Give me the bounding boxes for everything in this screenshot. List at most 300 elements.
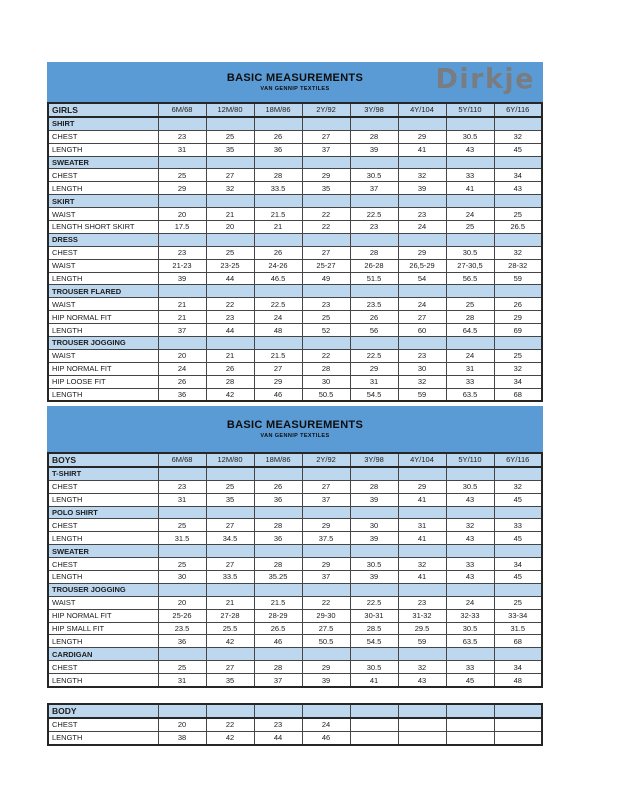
value-cell: 24 <box>398 298 446 311</box>
value-cell: 64.5 <box>446 324 494 337</box>
measurement-row <box>48 375 542 388</box>
value-cell: 45 <box>494 532 542 545</box>
section-empty-cell <box>206 506 254 519</box>
size-column-header-cell <box>446 704 494 718</box>
value-cell: 23 <box>350 221 398 234</box>
section-empty-cell <box>254 337 302 350</box>
value-cell: 29 <box>302 169 350 182</box>
value-cell: 38 <box>158 731 206 744</box>
row-label-cell: LENGTH <box>48 324 158 337</box>
value-cell: 25 <box>158 519 206 532</box>
value-cell: 43 <box>446 493 494 506</box>
value-cell: 28 <box>302 362 350 375</box>
row-label-cell: CHEST <box>48 519 158 532</box>
section-empty-cell <box>158 545 206 558</box>
section-empty-cell <box>350 467 398 480</box>
value-cell: 30.5 <box>350 169 398 182</box>
value-cell: 30 <box>398 362 446 375</box>
value-cell: 27-28 <box>206 609 254 622</box>
section-empty-cell <box>158 285 206 298</box>
value-cell: 41 <box>398 532 446 545</box>
section-empty-cell <box>446 233 494 246</box>
section-empty-cell <box>254 156 302 169</box>
value-cell: 22 <box>302 221 350 234</box>
value-cell: 21 <box>254 221 302 234</box>
section-empty-cell <box>206 337 254 350</box>
value-cell: 26 <box>158 375 206 388</box>
value-cell: 63.5 <box>446 635 494 648</box>
value-cell: 48 <box>494 674 542 687</box>
value-cell: 24 <box>398 221 446 234</box>
section-empty-cell <box>446 583 494 596</box>
value-cell: 32 <box>494 246 542 259</box>
section-empty-cell <box>254 285 302 298</box>
value-cell: 26 <box>350 311 398 324</box>
section-empty-cell <box>206 117 254 130</box>
section-label-cell: DRESS <box>48 233 158 246</box>
section-empty-cell <box>446 506 494 519</box>
value-cell: 37 <box>302 493 350 506</box>
value-cell: 43 <box>398 674 446 687</box>
value-cell: 21.5 <box>254 596 302 609</box>
measurement-row <box>48 311 542 324</box>
value-cell: 68 <box>494 635 542 648</box>
value-cell: 37 <box>254 674 302 687</box>
value-cell: 41 <box>446 182 494 195</box>
measurement-row <box>48 558 542 571</box>
banner-title: BASIC MEASUREMENTS <box>226 71 364 84</box>
value-cell: 35 <box>206 674 254 687</box>
section-label-cell: TROUSER JOGGING <box>48 337 158 350</box>
value-cell: 28 <box>254 169 302 182</box>
group-label-cell: BODY <box>48 704 158 718</box>
value-cell: 20 <box>158 718 206 731</box>
row-label-cell: CHEST <box>48 246 158 259</box>
value-cell: 22.5 <box>350 349 398 362</box>
value-cell: 39 <box>350 493 398 506</box>
value-cell: 42 <box>206 731 254 744</box>
value-cell: 44 <box>206 324 254 337</box>
value-cell: 31 <box>398 519 446 532</box>
value-cell: 37.5 <box>302 532 350 545</box>
group-header-row <box>48 704 542 718</box>
measurement-row <box>48 324 542 337</box>
section-empty-cell <box>254 545 302 558</box>
section-empty-cell <box>302 233 350 246</box>
value-cell: 30-31 <box>350 609 398 622</box>
row-label-cell: CHEST <box>48 130 158 143</box>
section-header-row <box>48 285 542 298</box>
value-cell: 56 <box>350 324 398 337</box>
section-empty-cell <box>446 467 494 480</box>
section-empty-cell <box>158 506 206 519</box>
measurement-row <box>48 622 542 635</box>
value-cell: 33.5 <box>254 182 302 195</box>
value-cell: 25 <box>494 596 542 609</box>
value-cell: 33 <box>446 169 494 182</box>
value-cell: 52 <box>302 324 350 337</box>
section-empty-cell <box>254 117 302 130</box>
row-label-cell: LENGTH <box>48 571 158 584</box>
value-cell: 39 <box>350 571 398 584</box>
banner-title: BASIC MEASUREMENTS <box>226 418 364 431</box>
value-cell: 24 <box>446 349 494 362</box>
row-label-cell: CHEST <box>48 480 158 493</box>
section-empty-cell <box>494 285 542 298</box>
section-empty-cell <box>494 506 542 519</box>
value-cell: 31 <box>446 362 494 375</box>
row-label-cell: LENGTH SHORT SKIRT <box>48 221 158 234</box>
row-label-cell: WAIST <box>48 259 158 272</box>
value-cell: 23 <box>206 311 254 324</box>
value-cell: 26 <box>206 362 254 375</box>
section-empty-cell <box>350 337 398 350</box>
row-label-cell: HIP SMALL FIT <box>48 622 158 635</box>
value-cell: 41 <box>350 674 398 687</box>
measurement-row <box>48 143 542 156</box>
measurement-row <box>48 596 542 609</box>
value-cell <box>398 718 446 731</box>
value-cell: 29 <box>302 558 350 571</box>
section-empty-cell <box>158 195 206 208</box>
value-cell: 20 <box>158 596 206 609</box>
section-empty-cell <box>350 648 398 661</box>
value-cell: 36 <box>254 143 302 156</box>
section-empty-cell <box>206 285 254 298</box>
value-cell: 44 <box>206 272 254 285</box>
section-empty-cell <box>350 156 398 169</box>
group-header-row <box>48 103 542 117</box>
value-cell: 25 <box>206 480 254 493</box>
section-empty-cell <box>350 583 398 596</box>
section-empty-cell <box>494 195 542 208</box>
value-cell: 32 <box>446 519 494 532</box>
value-cell: 36 <box>158 388 206 401</box>
measurement-row <box>48 661 542 674</box>
value-cell: 29.5 <box>398 622 446 635</box>
section-empty-cell <box>302 506 350 519</box>
size-column-header-cell: 18M/86 <box>254 453 302 467</box>
section-label-cell: SWEATER <box>48 156 158 169</box>
value-cell: 33 <box>494 519 542 532</box>
size-column-header-cell: 6Y/116 <box>494 453 542 467</box>
value-cell: 32 <box>494 480 542 493</box>
value-cell: 32-33 <box>446 609 494 622</box>
value-cell: 25 <box>158 169 206 182</box>
value-cell: 26.5 <box>254 622 302 635</box>
row-label-cell: HIP NORMAL FIT <box>48 609 158 622</box>
row-label-cell: HIP NORMAL FIT <box>48 362 158 375</box>
value-cell: 29 <box>302 661 350 674</box>
section-empty-cell <box>158 117 206 130</box>
section-empty-cell <box>302 337 350 350</box>
value-cell: 60 <box>398 324 446 337</box>
value-cell: 23-25 <box>206 259 254 272</box>
section-empty-cell <box>206 156 254 169</box>
section-empty-cell <box>254 648 302 661</box>
value-cell: 28 <box>446 311 494 324</box>
size-column-header-cell: 3Y/98 <box>350 453 398 467</box>
section-label-cell: T-SHIRT <box>48 467 158 480</box>
section-label-cell: SWEATER <box>48 545 158 558</box>
size-column-header-cell: 3Y/98 <box>350 103 398 117</box>
value-cell: 28 <box>206 375 254 388</box>
section-empty-cell <box>206 583 254 596</box>
row-label-cell: WAIST <box>48 298 158 311</box>
value-cell: 31.5 <box>494 622 542 635</box>
value-cell <box>494 731 542 744</box>
value-cell: 21.5 <box>254 349 302 362</box>
value-cell: 27 <box>302 246 350 259</box>
value-cell: 27 <box>206 661 254 674</box>
value-cell: 23 <box>158 130 206 143</box>
section-empty-cell <box>446 337 494 350</box>
value-cell: 21 <box>158 298 206 311</box>
section-empty-cell <box>398 583 446 596</box>
size-column-header-cell: 12M/80 <box>206 103 254 117</box>
size-column-header-cell <box>302 704 350 718</box>
value-cell: 46 <box>254 388 302 401</box>
measurement-row <box>48 349 542 362</box>
value-cell: 31 <box>158 143 206 156</box>
section-empty-cell <box>158 583 206 596</box>
value-cell: 21.5 <box>254 208 302 221</box>
value-cell: 35 <box>302 182 350 195</box>
value-cell: 42 <box>206 388 254 401</box>
value-cell: 33 <box>446 558 494 571</box>
row-label-cell: CHEST <box>48 558 158 571</box>
value-cell: 27 <box>302 480 350 493</box>
section-header-row <box>48 233 542 246</box>
value-cell: 27 <box>206 519 254 532</box>
section-empty-cell <box>302 583 350 596</box>
size-column-header-cell: 2Y/92 <box>302 103 350 117</box>
size-column-header-cell <box>398 704 446 718</box>
value-cell: 23 <box>302 298 350 311</box>
value-cell: 33 <box>446 375 494 388</box>
size-column-header-cell: 6Y/116 <box>494 103 542 117</box>
size-column-header-cell: 6M/68 <box>158 453 206 467</box>
row-label-cell: HIP LOOSE FIT <box>48 375 158 388</box>
value-cell: 54 <box>398 272 446 285</box>
value-cell <box>446 718 494 731</box>
value-cell: 25 <box>158 661 206 674</box>
value-cell: 59 <box>494 272 542 285</box>
value-cell: 43 <box>446 532 494 545</box>
row-label-cell: LENGTH <box>48 635 158 648</box>
value-cell: 32 <box>494 362 542 375</box>
value-cell: 24 <box>302 718 350 731</box>
size-column-header-cell <box>206 704 254 718</box>
value-cell: 45 <box>494 571 542 584</box>
value-cell: 33-34 <box>494 609 542 622</box>
value-cell: 22 <box>302 596 350 609</box>
section-empty-cell <box>446 156 494 169</box>
section-header-row <box>48 117 542 130</box>
section-empty-cell <box>494 233 542 246</box>
size-column-header-cell: 12M/80 <box>206 453 254 467</box>
value-cell: 50.5 <box>302 388 350 401</box>
value-cell: 68 <box>494 388 542 401</box>
measurement-row <box>48 480 542 493</box>
value-cell: 39 <box>350 532 398 545</box>
value-cell: 41 <box>398 493 446 506</box>
section-empty-cell <box>446 285 494 298</box>
value-cell: 44 <box>254 731 302 744</box>
section-header-row <box>48 337 542 350</box>
value-cell <box>446 731 494 744</box>
value-cell: 29 <box>398 480 446 493</box>
section-label-cell: TROUSER JOGGING <box>48 583 158 596</box>
value-cell: 26 <box>254 480 302 493</box>
value-cell: 59 <box>398 635 446 648</box>
value-cell: 43 <box>446 143 494 156</box>
value-cell: 23 <box>158 246 206 259</box>
measurement-row <box>48 259 542 272</box>
value-cell: 22 <box>206 298 254 311</box>
value-cell: 27-30,5 <box>446 259 494 272</box>
value-cell: 45 <box>494 493 542 506</box>
banner-subtitle: VAN GENNIP TEXTILES <box>260 433 330 440</box>
value-cell: 32 <box>398 169 446 182</box>
row-label-cell: LENGTH <box>48 143 158 156</box>
section-empty-cell <box>350 233 398 246</box>
row-label-cell: CHEST <box>48 169 158 182</box>
section-empty-cell <box>398 467 446 480</box>
value-cell: 43 <box>494 182 542 195</box>
value-cell: 41 <box>398 143 446 156</box>
value-cell: 25-27 <box>302 259 350 272</box>
value-cell: 26 <box>254 130 302 143</box>
measurement-row <box>48 246 542 259</box>
value-cell: 29 <box>398 246 446 259</box>
value-cell: 39 <box>350 143 398 156</box>
section-empty-cell <box>398 648 446 661</box>
value-cell: 59 <box>398 388 446 401</box>
section-empty-cell <box>206 233 254 246</box>
value-cell: 32 <box>494 130 542 143</box>
value-cell: 20 <box>158 208 206 221</box>
value-cell: 25 <box>206 246 254 259</box>
section-empty-cell <box>302 545 350 558</box>
value-cell: 36 <box>158 635 206 648</box>
value-cell <box>350 731 398 744</box>
value-cell: 23 <box>158 480 206 493</box>
size-column-header-cell: 4Y/104 <box>398 103 446 117</box>
value-cell: 23 <box>254 718 302 731</box>
row-label-cell: LENGTH <box>48 674 158 687</box>
value-cell: 28 <box>254 558 302 571</box>
value-cell: 27 <box>206 558 254 571</box>
row-label-cell: LENGTH <box>48 493 158 506</box>
section-empty-cell <box>494 156 542 169</box>
value-cell: 48 <box>254 324 302 337</box>
value-cell: 24 <box>446 596 494 609</box>
row-label-cell: LENGTH <box>48 272 158 285</box>
value-cell: 28-29 <box>254 609 302 622</box>
value-cell: 46 <box>302 731 350 744</box>
value-cell: 34 <box>494 169 542 182</box>
section-empty-cell <box>302 467 350 480</box>
value-cell: 35.25 <box>254 571 302 584</box>
measurement-row <box>48 130 542 143</box>
section-header-row <box>48 195 542 208</box>
measurement-row <box>48 272 542 285</box>
section-empty-cell <box>302 156 350 169</box>
value-cell: 29 <box>398 130 446 143</box>
value-cell: 21 <box>206 208 254 221</box>
section-empty-cell <box>494 467 542 480</box>
value-cell: 45 <box>446 674 494 687</box>
section-header-row <box>48 506 542 519</box>
value-cell: 30 <box>158 571 206 584</box>
value-cell: 31 <box>350 375 398 388</box>
value-cell: 45 <box>494 143 542 156</box>
value-cell: 33.5 <box>206 571 254 584</box>
value-cell: 21 <box>206 349 254 362</box>
size-column-header-cell <box>494 704 542 718</box>
value-cell: 31 <box>158 674 206 687</box>
value-cell: 17.5 <box>158 221 206 234</box>
value-cell: 23.5 <box>158 622 206 635</box>
section-empty-cell <box>158 156 206 169</box>
section-empty-cell <box>446 195 494 208</box>
section-empty-cell <box>350 506 398 519</box>
value-cell: 20 <box>158 349 206 362</box>
value-cell: 30.5 <box>446 622 494 635</box>
value-cell: 29 <box>254 375 302 388</box>
value-cell: 56.5 <box>446 272 494 285</box>
section-empty-cell <box>398 337 446 350</box>
value-cell: 42 <box>206 635 254 648</box>
size-column-header-cell <box>254 704 302 718</box>
boys-banner <box>47 406 543 452</box>
value-cell: 35 <box>206 493 254 506</box>
section-empty-cell <box>494 545 542 558</box>
value-cell: 25 <box>446 221 494 234</box>
section-empty-cell <box>446 545 494 558</box>
value-cell: 32 <box>206 182 254 195</box>
value-cell: 21-23 <box>158 259 206 272</box>
section-empty-cell <box>206 467 254 480</box>
value-cell: 25 <box>206 130 254 143</box>
value-cell: 34 <box>494 375 542 388</box>
value-cell: 33 <box>446 661 494 674</box>
value-cell: 50.5 <box>302 635 350 648</box>
section-empty-cell <box>254 195 302 208</box>
value-cell: 54.5 <box>350 635 398 648</box>
value-cell: 39 <box>302 674 350 687</box>
value-cell: 30.5 <box>446 246 494 259</box>
row-label-cell: LENGTH <box>48 532 158 545</box>
value-cell: 22 <box>206 718 254 731</box>
value-cell: 31-32 <box>398 609 446 622</box>
section-header-row <box>48 648 542 661</box>
section-empty-cell <box>350 285 398 298</box>
value-cell: 26.5 <box>494 221 542 234</box>
section-header-row <box>48 156 542 169</box>
row-label-cell: CHEST <box>48 718 158 731</box>
section-empty-cell <box>398 156 446 169</box>
value-cell <box>350 718 398 731</box>
section-empty-cell <box>398 506 446 519</box>
size-column-header-cell: 18M/86 <box>254 103 302 117</box>
measurement-row <box>48 571 542 584</box>
value-cell: 32 <box>398 558 446 571</box>
size-column-header-cell: 2Y/92 <box>302 453 350 467</box>
section-empty-cell <box>302 195 350 208</box>
value-cell: 28 <box>254 519 302 532</box>
